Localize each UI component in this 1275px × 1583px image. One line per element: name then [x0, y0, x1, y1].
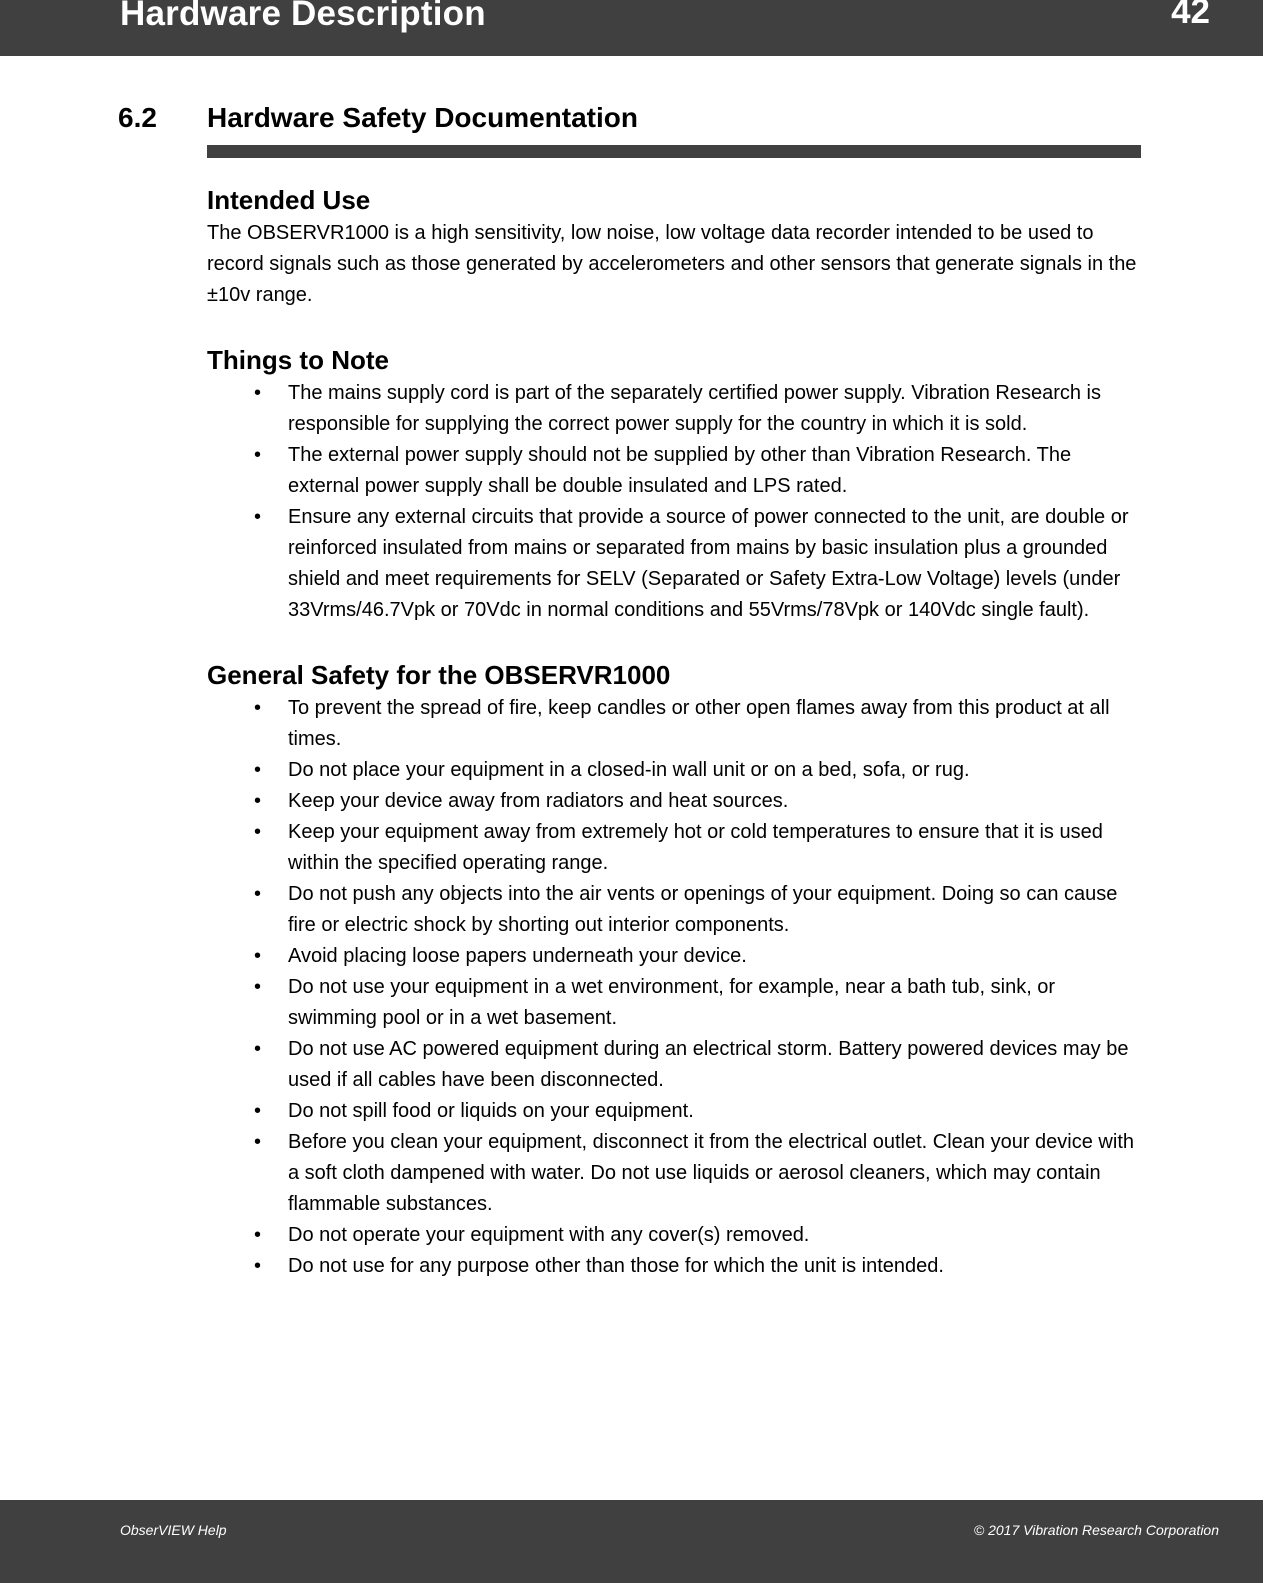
footer-copyright: © 2017 Vibration Research Corporation: [973, 1522, 1219, 1538]
section-number: 6.2: [118, 102, 157, 133]
things-to-note-heading: Things to Note: [207, 345, 389, 375]
list-item: • The external power supply should not be supplied by other than Vibration Research. The external power supply shall be double insulated and LPS rated.: [207, 440, 1147, 502]
list-item: • Before you clean your equipment, disconnect it from the electrical outlet. Clean your device with a soft cloth dampened with water. Do not use liquids or aerosol cleaners, which may contain flammable substances.: [207, 1127, 1147, 1220]
section-title: Hardware Safety Documentation: [207, 102, 638, 133]
list-item: • Do not push any objects into the air vents or openings of your equipment. Doing so can cause fire or electric shock by shorting out interior components.: [207, 879, 1147, 941]
page-number: 42: [1171, 0, 1210, 31]
page-footer: [0, 1500, 1263, 1583]
list-item: • Do not operate your equipment with any cover(s) removed.: [207, 1220, 1147, 1251]
intended-use-text: The OBSERVR1000 is a high sensitivity, low noise, low voltage data recorder intended to be used to record signals such as those generated by accelerometers and other sensors that generate signals in the ±10v range.: [207, 222, 1137, 306]
list-item: • Keep your device away from radiators and heat sources.: [207, 786, 1147, 817]
list-item: • Do not place your equipment in a closed-in wall unit or on a bed, sofa, or rug.: [207, 755, 1147, 786]
section-heading: [118, 102, 1148, 134]
list-item: • Do not use AC powered equipment during an electrical storm. Battery powered devices may be used if all cables have been disconnected.: [207, 1034, 1147, 1096]
things-to-note-list: [207, 378, 1147, 626]
list-item: • To prevent the spread of fire, keep candles or other open flames away from this product at all times.: [207, 693, 1147, 755]
header-title: Hardware Description: [120, 0, 486, 33]
list-item: • The mains supply cord is part of the separately certified power supply. Vibration Research is responsible for supplying the correct power supply for the country in which it is sold.: [207, 378, 1147, 440]
page-content: [207, 182, 1147, 1313]
section-divider: [207, 145, 1141, 158]
page-header: [0, 0, 1263, 56]
list-item: • Do not use your equipment in a wet environment, for example, near a bath tub, sink, or swimming pool or in a wet basement.: [207, 972, 1147, 1034]
list-item: • Keep your equipment away from extremely hot or cold temperatures to ensure that it is used within the specified operating range.: [207, 817, 1147, 879]
list-item: • Ensure any external circuits that provide a source of power connected to the unit, are double or reinforced insulated from mains or separated from mains by basic insulation plus a grounded shield and meet requirements for SELV (Separated or Safety Extra-Low Voltage) levels (under 33Vrms/46.7Vpk or 70Vdc in normal conditions and 55Vrms/78Vpk or 140Vdc single fault).: [207, 502, 1147, 626]
footer-doc-title: ObserVIEW Help: [120, 1522, 227, 1538]
intended-use-heading: Intended Use: [207, 185, 371, 215]
list-item: • Avoid placing loose papers underneath your device.: [207, 941, 1147, 972]
general-safety-heading: General Safety for the OBSERVR1000: [207, 660, 671, 690]
general-safety-list: [207, 693, 1147, 1282]
list-item: • Do not use for any purpose other than those for which the unit is intended.: [207, 1251, 1147, 1282]
list-item: • Do not spill food or liquids on your equipment.: [207, 1096, 1147, 1127]
